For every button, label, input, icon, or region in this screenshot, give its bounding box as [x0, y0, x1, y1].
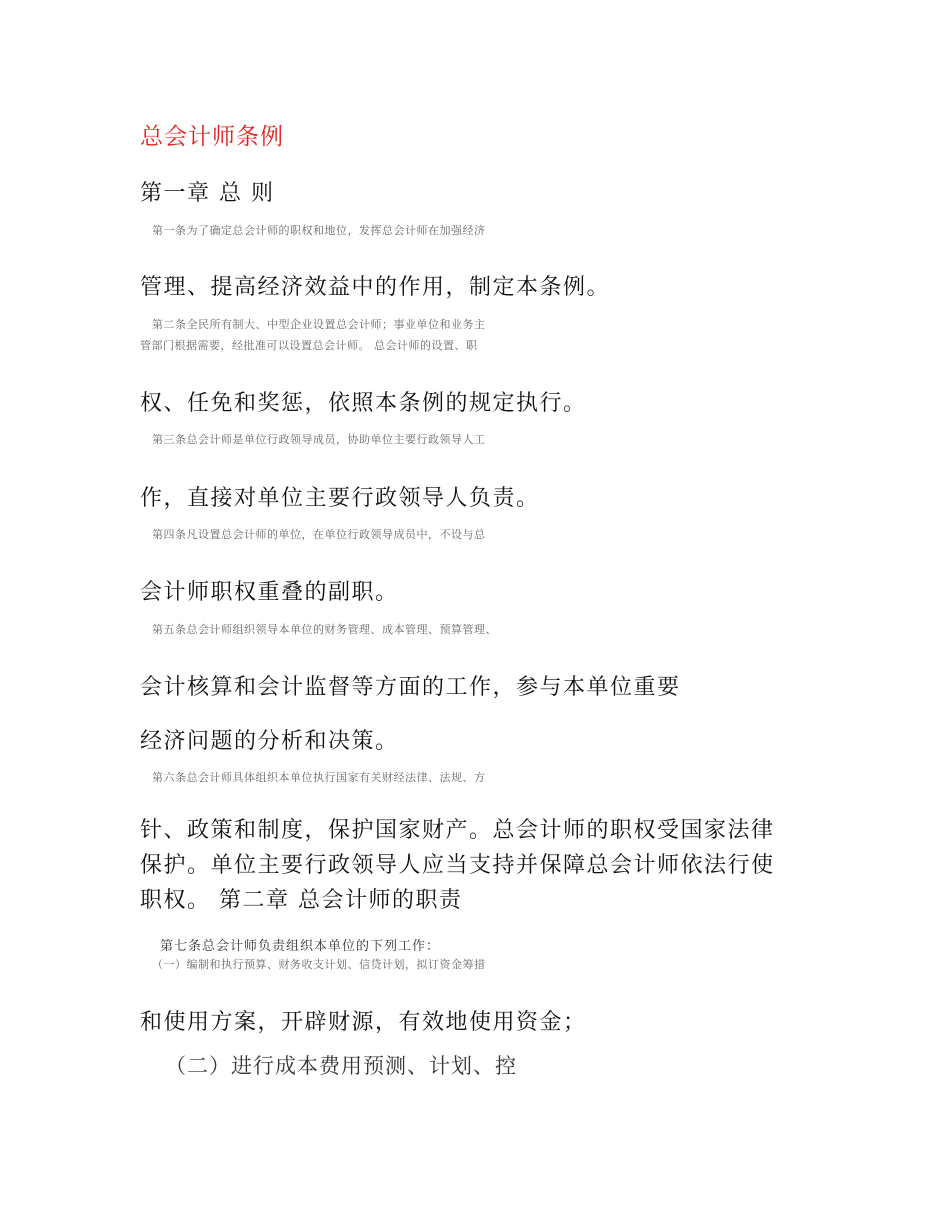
article-1-continuation: 管理、提高经济效益中的作用，制定本条例。 [140, 275, 611, 300]
article-4-text: 第四条凡设置总会计师的单位，在单位行政领导成员中，不设与总 [152, 528, 486, 541]
article-6-line2: 保护。单位主要行政领导人应当支持并保障总会计师依法行使 [140, 853, 775, 878]
article-5-continuation-line2: 经济问题的分析和决策。 [140, 729, 399, 754]
article-5-continuation: 会计核算和会计监督等方面的工作，参与本单位重要 [140, 675, 681, 700]
article-6-line1: 针、政策和制度，保护国家财产。总会计师的职权受国家法律 [140, 818, 775, 843]
article-7-item-1: （一）编制和执行预算、财务收支计划、信贷计划，拟订资金筹措 [152, 958, 486, 971]
article-4-continuation: 会计师职权重叠的副职。 [140, 580, 399, 605]
article-2-continuation: 权、任免和奖惩，依照本条例的规定执行。 [140, 391, 587, 416]
article-7-item-1-continuation: 和使用方案，开辟财源，有效地使用资金； [140, 1010, 587, 1035]
document-title: 总会计师条例 [140, 124, 284, 150]
article-2-text: 第二条全民所有制大、中型企业设置总会计师；事业单位和业务主 [152, 318, 486, 331]
article-6-line3: 职权。 第二章 总会计师的职责 [140, 888, 463, 913]
chapter-heading: 第一章 总 则 [140, 181, 275, 206]
article-3-continuation: 作，直接对单位主要行政领导人负责。 [140, 486, 540, 511]
article-1-text: 第一条为了确定总会计师的职权和地位，发挥总会计师在加强经济 [152, 224, 486, 237]
article-5-text: 第五条总会计师组织领导本单位的财务管理、成本管理、预算管理、 [152, 623, 497, 636]
article-7-item-2: （二）进行成本费用预测、计划、控 [165, 1054, 517, 1078]
article-3-text: 第三条总会计师是单位行政领导成员，协助单位主要行政领导人工 [152, 433, 486, 446]
article-2-text-line2: 管部门根据需要，经批准可以设置总会计师。 总会计师的设置、职 [140, 339, 478, 352]
article-7-heading: 第七条总会计师负责组织本单位的下列工作： [160, 939, 441, 954]
article-6-text: 第六条总会计师具体组织本单位执行国家有关财经法律、法规、方 [152, 771, 486, 784]
article-6-continuation [140, 813, 775, 918]
